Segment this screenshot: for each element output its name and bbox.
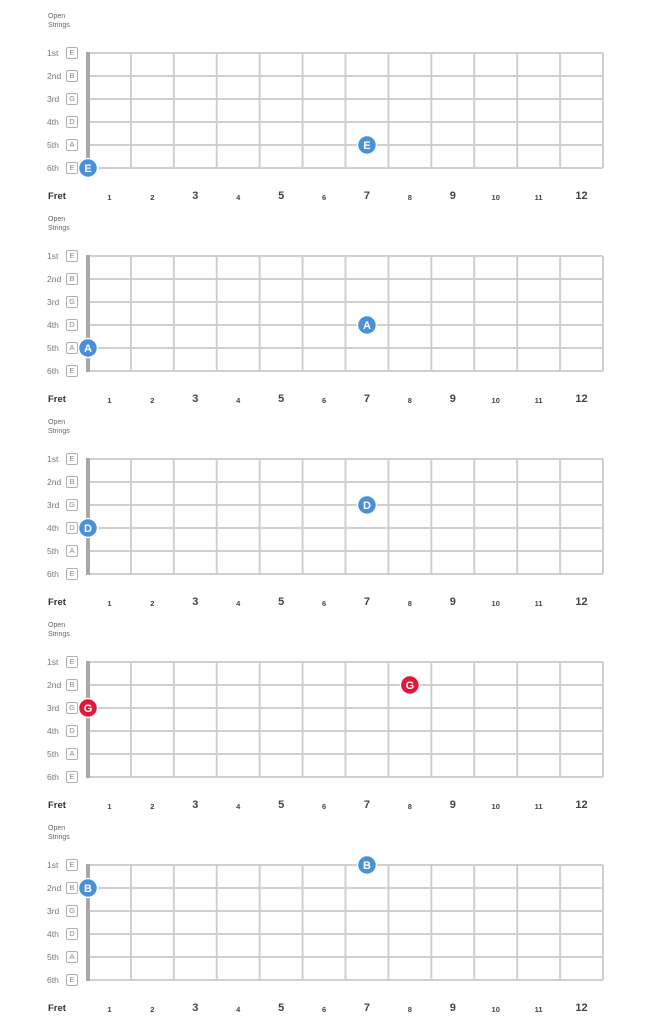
string-name: 2nd bbox=[47, 680, 62, 690]
fret-number: 3 bbox=[192, 799, 199, 812]
fret-number: 5 bbox=[278, 596, 285, 609]
note-marker bbox=[400, 676, 419, 695]
fret-number: 9 bbox=[449, 393, 456, 406]
fret-number: 7 bbox=[363, 799, 371, 812]
nut bbox=[86, 52, 90, 169]
note-marker bbox=[357, 496, 376, 515]
string-label-row bbox=[47, 365, 78, 377]
fret-axis-label: Fret bbox=[48, 800, 66, 811]
fret-number: 11 bbox=[534, 192, 543, 202]
fret-number: 11 bbox=[534, 598, 543, 608]
open-string-note: E bbox=[66, 250, 78, 262]
fret-number: 7 bbox=[363, 1002, 371, 1015]
string-label-row bbox=[47, 273, 78, 285]
nut bbox=[86, 458, 90, 575]
fret-number: 6 bbox=[321, 192, 327, 202]
fret-number: 8 bbox=[407, 395, 412, 405]
string-label-row bbox=[47, 70, 78, 82]
string-label-row bbox=[47, 522, 78, 534]
open-string-note: B bbox=[66, 679, 78, 691]
string-name: 3rd bbox=[47, 94, 60, 104]
string-label-row bbox=[47, 679, 78, 691]
open-string-note: A bbox=[66, 748, 78, 760]
string-label-row bbox=[47, 499, 78, 511]
string-name: 3rd bbox=[47, 297, 60, 307]
open-strings-label-line: Open bbox=[48, 216, 66, 223]
fret-number: 9 bbox=[449, 596, 456, 609]
open-strings-label-line: Strings bbox=[48, 22, 70, 29]
open-string-note: E bbox=[66, 162, 78, 174]
string-name: 4th bbox=[47, 726, 59, 736]
string-name: 5th bbox=[47, 952, 59, 962]
fret-number: 11 bbox=[534, 395, 543, 405]
string-name: 6th bbox=[47, 569, 59, 579]
note-marker bbox=[357, 316, 376, 335]
fret-number: 5 bbox=[278, 799, 285, 812]
open-string-note: G bbox=[66, 702, 78, 714]
fret-number: 9 bbox=[449, 1002, 456, 1015]
note-label: E bbox=[363, 140, 371, 152]
string-name: 1st bbox=[47, 657, 59, 667]
open-string-note: E bbox=[66, 771, 78, 783]
fret-number: 12 bbox=[575, 596, 588, 609]
string-name: 2nd bbox=[47, 274, 62, 284]
note-label: A bbox=[362, 320, 371, 332]
string-label-row bbox=[47, 545, 78, 557]
string-label-row bbox=[47, 47, 78, 59]
note-label: D bbox=[362, 500, 371, 512]
open-strings-label-line: Open bbox=[48, 825, 66, 832]
string-name: 1st bbox=[47, 251, 59, 261]
string-name: 6th bbox=[47, 163, 59, 173]
string-name: 2nd bbox=[47, 71, 62, 81]
open-string-note: A bbox=[66, 342, 78, 354]
string-label-row bbox=[47, 702, 78, 714]
open-string-note: D bbox=[66, 725, 78, 737]
open-string-note: B bbox=[66, 70, 78, 82]
fret-number: 3 bbox=[192, 596, 199, 609]
string-label-row bbox=[47, 93, 78, 105]
string-name: 2nd bbox=[47, 883, 62, 893]
open-string-note: E bbox=[66, 859, 78, 871]
string-name: 4th bbox=[47, 929, 59, 939]
string-label-row bbox=[47, 476, 78, 488]
fret-number: 3 bbox=[192, 190, 199, 203]
fret-number: 2 bbox=[150, 192, 155, 202]
string-label-row bbox=[47, 342, 78, 354]
open-string-note: A bbox=[66, 545, 78, 557]
note-label: B bbox=[84, 883, 92, 895]
fret-axis-label: Fret bbox=[48, 1003, 66, 1014]
open-string-note: G bbox=[66, 93, 78, 105]
string-label-row bbox=[47, 656, 78, 668]
note-marker bbox=[357, 136, 376, 155]
string-name: 5th bbox=[47, 343, 59, 353]
open-string-note: A bbox=[66, 951, 78, 963]
string-name: 5th bbox=[47, 546, 59, 556]
note-marker bbox=[357, 856, 376, 875]
fret-number: 10 bbox=[491, 598, 500, 608]
fret-number: 7 bbox=[363, 190, 371, 203]
fret-number: 6 bbox=[321, 1004, 327, 1014]
fret-number: 7 bbox=[363, 393, 371, 406]
fret-number: 2 bbox=[150, 598, 155, 608]
fret-number: 9 bbox=[449, 799, 456, 812]
open-string-note: A bbox=[66, 139, 78, 151]
string-name: 1st bbox=[47, 48, 59, 58]
string-label-row bbox=[47, 859, 78, 871]
fretboard-grid bbox=[0, 215, 658, 418]
fret-number: 2 bbox=[150, 395, 155, 405]
fret-number: 1 bbox=[107, 801, 112, 811]
fret-number: 5 bbox=[278, 393, 285, 406]
string-label-row bbox=[47, 453, 78, 465]
fret-number: 8 bbox=[407, 1004, 412, 1014]
string-label-row bbox=[47, 905, 78, 917]
open-string-note: B bbox=[66, 882, 78, 894]
string-label-row bbox=[47, 974, 78, 986]
string-name: 6th bbox=[47, 772, 59, 782]
fret-axis-label: Fret bbox=[48, 394, 66, 405]
note-label: G bbox=[83, 703, 93, 715]
open-string-note: E bbox=[66, 656, 78, 668]
fret-axis-label: Fret bbox=[48, 191, 66, 202]
string-name: 3rd bbox=[47, 906, 60, 916]
open-string-note: E bbox=[66, 453, 78, 465]
fret-number: 4 bbox=[236, 192, 241, 202]
open-string-note: E bbox=[66, 568, 78, 580]
open-string-note: B bbox=[66, 273, 78, 285]
fret-number: 10 bbox=[491, 395, 500, 405]
open-strings-label-line: Strings bbox=[48, 225, 70, 232]
fret-number: 8 bbox=[407, 801, 412, 811]
note-marker bbox=[79, 699, 98, 718]
open-strings-label-line: Open bbox=[48, 419, 66, 426]
open-string-note: D bbox=[66, 928, 78, 940]
fret-number: 1 bbox=[107, 1004, 112, 1014]
fret-number: 12 bbox=[575, 799, 588, 812]
fret-number: 12 bbox=[575, 1002, 588, 1015]
fret-number: 5 bbox=[278, 190, 285, 203]
open-string-note: E bbox=[66, 47, 78, 59]
fret-number: 4 bbox=[236, 395, 241, 405]
open-strings-label-line: Strings bbox=[48, 428, 70, 435]
fretboard-grid bbox=[0, 418, 658, 621]
fret-number: 7 bbox=[363, 596, 371, 609]
nut bbox=[86, 661, 90, 778]
fret-number: 12 bbox=[575, 393, 588, 406]
fretboard-diagram bbox=[0, 12, 658, 215]
string-name: 5th bbox=[47, 140, 59, 150]
fret-number: 12 bbox=[575, 190, 588, 203]
open-strings-label-line: Open bbox=[48, 622, 66, 629]
fret-axis-label: Fret bbox=[48, 597, 66, 608]
fret-number: 8 bbox=[407, 192, 412, 202]
fret-number: 6 bbox=[321, 801, 327, 811]
string-name: 6th bbox=[47, 975, 59, 985]
string-label-row bbox=[47, 928, 78, 940]
note-label: G bbox=[405, 680, 415, 692]
open-string-note: D bbox=[66, 319, 78, 331]
open-string-note: E bbox=[66, 974, 78, 986]
open-string-note: D bbox=[66, 522, 78, 534]
open-string-note: G bbox=[66, 499, 78, 511]
fret-number: 4 bbox=[236, 801, 241, 811]
fret-number: 10 bbox=[491, 1004, 500, 1014]
fretboard-diagram bbox=[0, 621, 658, 824]
open-string-note: B bbox=[66, 476, 78, 488]
open-string-note: D bbox=[66, 116, 78, 128]
string-label-row bbox=[47, 725, 78, 737]
string-name: 2nd bbox=[47, 477, 62, 487]
fret-number: 1 bbox=[107, 395, 112, 405]
string-name: 5th bbox=[47, 749, 59, 759]
fret-number: 11 bbox=[534, 801, 543, 811]
string-name: 4th bbox=[47, 320, 59, 330]
fret-number: 8 bbox=[407, 598, 412, 608]
string-name: 1st bbox=[47, 860, 59, 870]
note-label: E bbox=[84, 163, 92, 175]
fretboard-diagram bbox=[0, 824, 658, 1027]
fretboard-diagram bbox=[0, 418, 658, 621]
open-strings-label-line: Strings bbox=[48, 834, 70, 841]
string-label-row bbox=[47, 748, 78, 760]
note-marker bbox=[79, 879, 98, 898]
string-label-row bbox=[47, 162, 78, 174]
fret-number: 4 bbox=[236, 598, 241, 608]
fret-number: 5 bbox=[278, 1002, 285, 1015]
fret-number: 2 bbox=[150, 1004, 155, 1014]
fretboard-diagram bbox=[0, 215, 658, 418]
string-label-row bbox=[47, 139, 78, 151]
note-marker bbox=[79, 339, 98, 358]
note-marker bbox=[79, 519, 98, 538]
string-label-row bbox=[47, 296, 78, 308]
string-name: 4th bbox=[47, 523, 59, 533]
fret-number: 3 bbox=[192, 393, 199, 406]
string-label-row bbox=[47, 319, 78, 331]
open-strings-label-line: Open bbox=[48, 13, 66, 20]
string-name: 3rd bbox=[47, 500, 60, 510]
string-name: 4th bbox=[47, 117, 59, 127]
fret-number: 1 bbox=[107, 192, 112, 202]
string-label-row bbox=[47, 882, 78, 894]
string-name: 6th bbox=[47, 366, 59, 376]
fret-number: 9 bbox=[449, 190, 456, 203]
string-name: 1st bbox=[47, 454, 59, 464]
fret-number: 1 bbox=[107, 598, 112, 608]
fret-number: 10 bbox=[491, 192, 500, 202]
fret-number: 3 bbox=[192, 1002, 199, 1015]
fret-number: 2 bbox=[150, 801, 155, 811]
note-marker bbox=[79, 159, 98, 178]
note-label: A bbox=[84, 343, 92, 355]
fretboard-grid bbox=[0, 12, 658, 215]
note-label: D bbox=[84, 523, 92, 535]
fretboard-grid bbox=[0, 824, 658, 1027]
fret-number: 6 bbox=[321, 598, 327, 608]
note-label: B bbox=[362, 860, 371, 872]
open-strings-label-line: Strings bbox=[48, 631, 70, 638]
string-label-row bbox=[47, 568, 78, 580]
fret-number: 6 bbox=[321, 395, 327, 405]
string-label-row bbox=[47, 116, 78, 128]
open-string-note: G bbox=[66, 905, 78, 917]
fret-number: 10 bbox=[491, 801, 500, 811]
string-label-row bbox=[47, 771, 78, 783]
string-name: 3rd bbox=[47, 703, 60, 713]
open-string-note: E bbox=[66, 365, 78, 377]
open-string-note: G bbox=[66, 296, 78, 308]
fretboard-grid bbox=[0, 621, 658, 824]
string-label-row bbox=[47, 951, 78, 963]
fret-number: 11 bbox=[534, 1004, 543, 1014]
string-label-row bbox=[47, 250, 78, 262]
fret-number: 4 bbox=[236, 1004, 241, 1014]
